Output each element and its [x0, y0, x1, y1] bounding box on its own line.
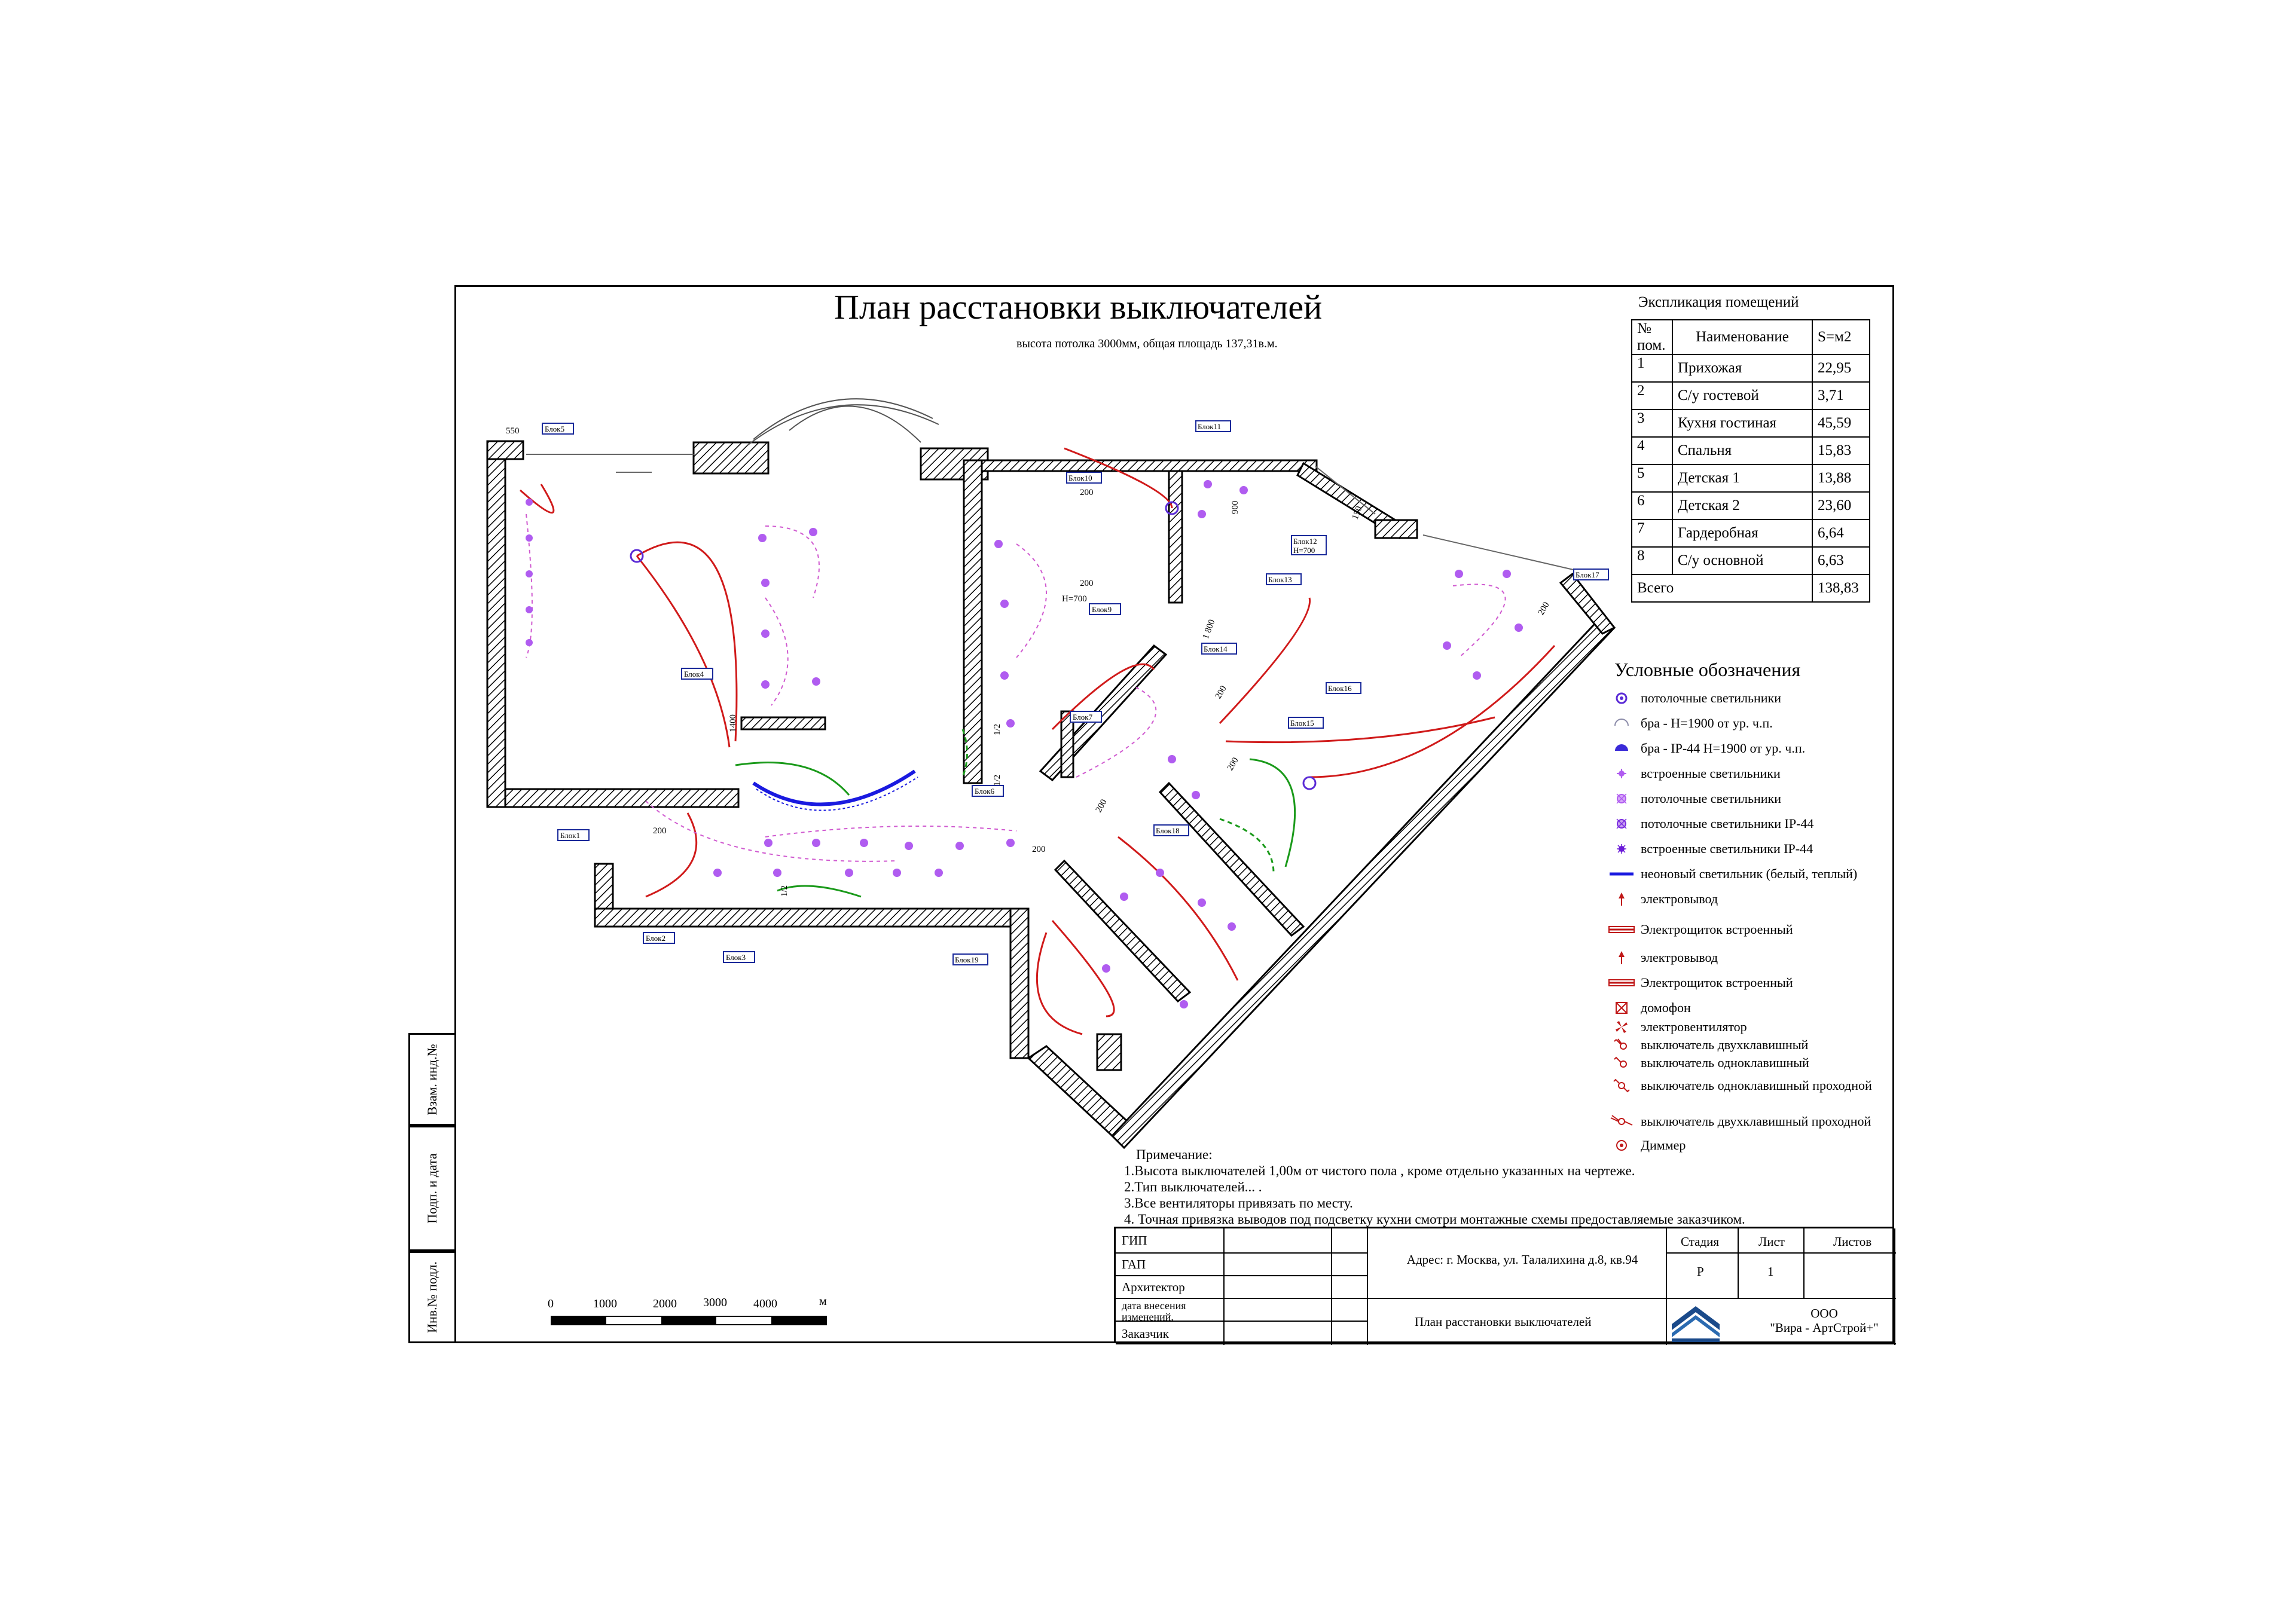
sheet-title: План расстановки выключателей: [1415, 1315, 1592, 1329]
cell-name: Спальня: [1672, 437, 1812, 464]
table-row: [1632, 382, 1870, 409]
ceiling-light-ip44-icon: [1608, 813, 1635, 835]
notes-title: Примечание:: [1136, 1147, 1213, 1162]
light-point: [713, 869, 722, 877]
legend-item: [1608, 686, 1781, 710]
light-point: [994, 540, 1003, 548]
legend-item: [1608, 1109, 1871, 1133]
wall-inner-diagonal: [1160, 783, 1303, 936]
pass-switch-icon: [1608, 1075, 1635, 1096]
wiring-green: [735, 729, 1295, 897]
svg-text:200: 200: [1032, 845, 1046, 854]
page-title: План расстановки выключателей: [834, 288, 1323, 326]
light-point: [1120, 893, 1128, 901]
cell-name: Детская 1: [1672, 464, 1812, 492]
wall-node: [1375, 520, 1417, 538]
block-label: Блок2: [646, 934, 666, 943]
legend-item: [1608, 1051, 1809, 1075]
cell-name: Прихожая: [1672, 354, 1812, 382]
scale-tick: 3000: [703, 1296, 727, 1309]
wall-ne-corner: [1561, 574, 1614, 634]
light-point: [893, 869, 901, 877]
legend-label: электровывод: [1641, 891, 1718, 906]
cell-area: 6,63: [1812, 547, 1870, 574]
light-point: [526, 499, 533, 506]
light-point: [812, 677, 820, 686]
svg-text:200: 200: [1225, 756, 1241, 772]
sheet-value: 1: [1767, 1264, 1774, 1279]
legend-item: [1608, 711, 1773, 735]
light-point: [812, 839, 820, 847]
light-point: [526, 606, 533, 613]
light-point: [761, 579, 770, 587]
block-label: Блок3: [726, 953, 746, 962]
table-row: [1632, 547, 1870, 574]
legend-label: выключатель одноклавишный: [1641, 1055, 1809, 1070]
legend-label: домофон: [1641, 1000, 1691, 1015]
legend-label: бра - Н=1900 от ур. ч.п.: [1641, 716, 1773, 730]
recessed-light-icon: [1608, 763, 1635, 784]
panel-block: [1097, 1034, 1121, 1070]
cell-area: 45,59: [1812, 409, 1870, 437]
block-label: Блок18: [1156, 826, 1180, 835]
svg-text:H=700: H=700: [1062, 594, 1087, 604]
svg-text:200: 200: [1536, 600, 1552, 617]
light-point: [1198, 898, 1206, 907]
ceiling-light-alt-icon: [1608, 788, 1635, 809]
legend-item: [1608, 918, 1793, 942]
col-num: № пом.: [1632, 320, 1672, 354]
block-label: Блок17: [1576, 570, 1599, 579]
cell-total-label: Всего: [1632, 574, 1812, 602]
cell-name: Кухня гостиная: [1672, 409, 1812, 437]
block-label: Блок13: [1268, 575, 1292, 584]
light-point: [1180, 1000, 1188, 1008]
page-subtitle: высота потолка 3000мм, общая площадь 137,31в.м.: [1016, 337, 1278, 350]
electrical-outlet-icon: [1608, 947, 1635, 968]
legend-item: [1608, 1074, 1872, 1098]
cell-num: 6: [1632, 492, 1672, 519]
legend-item: [1608, 762, 1781, 785]
block-label: Блок5: [545, 424, 565, 433]
legend-title: Условные обозначения: [1614, 659, 1801, 680]
explication-title: Экспликация помещений: [1638, 294, 1799, 310]
svg-text:1 800: 1 800: [1201, 618, 1217, 641]
wall-mid: [964, 460, 982, 783]
scale-tick: 0: [548, 1297, 554, 1310]
block-label: Блок6: [975, 787, 995, 796]
block-label: Блок14: [1204, 644, 1228, 653]
legend-item: [1608, 862, 1857, 886]
electrical-panel-icon: [1608, 919, 1635, 940]
single-switch-icon: [1608, 1052, 1635, 1074]
address: Адрес: г. Москва, ул. Талалихина д.8, кв.94: [1406, 1252, 1638, 1267]
scale-tick: 1000: [593, 1297, 617, 1310]
legend-label: бра - IP-44 Н=1900 от ур. ч.п.: [1641, 741, 1806, 756]
light-point: [809, 528, 817, 536]
light-point: [1204, 480, 1212, 488]
block-label: Блок11: [1198, 422, 1222, 431]
light-point: [1515, 623, 1523, 632]
legend-label: Диммер: [1641, 1138, 1686, 1153]
cell-num: 3: [1632, 409, 1672, 437]
cell-num: 2: [1632, 382, 1672, 409]
role-changes: дата внесения изменений.: [1122, 1300, 1186, 1323]
table-header-row: [1632, 320, 1870, 354]
sheets-label: Листов: [1833, 1234, 1872, 1249]
light-point: [761, 629, 770, 638]
table-row: [1632, 519, 1870, 547]
scale-tick: 4000: [753, 1297, 777, 1310]
cell-area: 22,95: [1812, 354, 1870, 382]
svg-text:1/2: 1/2: [780, 885, 789, 897]
svg-text:1/2: 1/2: [993, 774, 1002, 786]
svg-text:200: 200: [1094, 797, 1109, 814]
cell-name: Детская 2: [1672, 492, 1812, 519]
light-point: [845, 869, 853, 877]
cell-num: 8: [1632, 547, 1672, 574]
light-point: [758, 534, 767, 542]
wall-inner-diagonal-2: [1055, 861, 1190, 1001]
light-point: [773, 869, 781, 877]
company-logo: [1669, 1300, 1723, 1343]
cell-name: С/у гостевой: [1672, 382, 1812, 409]
block-label: Блок9: [1092, 605, 1112, 614]
wall-diagonal-inner: [1040, 646, 1166, 780]
table-row: [1632, 354, 1870, 382]
light-point: [526, 534, 533, 542]
ceiling-light-icon: [1608, 687, 1635, 709]
table-row: [1632, 492, 1870, 519]
legend-label: выключатель двухклавишный: [1641, 1037, 1809, 1052]
legend-label: электровывод: [1641, 950, 1718, 965]
company-line2: "Вира - АртСтрой+": [1770, 1321, 1879, 1335]
svg-text:200: 200: [1080, 579, 1094, 588]
light-point: [526, 570, 533, 577]
wall-top-left: [487, 441, 523, 459]
light-point: [1443, 641, 1451, 650]
block-label: Блок12: [1293, 537, 1317, 546]
bay-window: [747, 399, 939, 445]
legend-label: потолочные светильники: [1641, 791, 1782, 806]
note-line: 1.Высота выключателей 1,00м от чистого пола , кроме отдельно указанных на чертеже.: [1124, 1163, 1635, 1178]
company-line1: ООО: [1810, 1306, 1838, 1321]
light-point: [1000, 600, 1009, 608]
electrical-panel-icon: [1608, 972, 1635, 994]
light-point: [1503, 570, 1511, 578]
light-point: [764, 839, 773, 847]
legend-item: [1608, 837, 1813, 861]
legend-item: [1608, 887, 1718, 911]
legend-label: выключатель двухклавишный проходной: [1641, 1114, 1871, 1129]
cell-area: 6,64: [1812, 519, 1870, 547]
stage-label: Стадия: [1681, 1234, 1720, 1249]
light-point: [526, 639, 533, 646]
legend-label: встроенные светильники IP-44: [1641, 841, 1813, 856]
wall-corridor-left: [1010, 909, 1028, 1058]
title-block: [1114, 1227, 1894, 1343]
legend-label: Электрощиток встроенный: [1641, 975, 1793, 990]
cell-total-area: 138,83: [1812, 574, 1870, 602]
neon-arc: [753, 771, 915, 805]
side-label: Инв.№ подл.: [425, 1261, 439, 1333]
light-point: [1198, 510, 1206, 518]
light-point: [1006, 719, 1015, 728]
side-label: Подп. и дата: [425, 1153, 439, 1224]
recessed-light-ip44-icon: [1608, 838, 1635, 860]
side-label: Взам. инд.№: [425, 1043, 439, 1115]
scale-tick: 2000: [653, 1297, 677, 1310]
cell-num: 4: [1632, 437, 1672, 464]
svg-text:150: 150: [1350, 505, 1364, 521]
light-point: [905, 842, 913, 850]
block-label: Блок7: [1073, 713, 1093, 722]
bay-wall-left: [694, 442, 768, 473]
svg-text:200: 200: [1213, 684, 1229, 701]
legend-label: потолочные светильники IP-44: [1641, 816, 1814, 831]
light-point: [1000, 671, 1009, 680]
wall-lower: [595, 909, 1019, 927]
cell-area: 23,60: [1812, 492, 1870, 519]
table-row: [1632, 409, 1870, 437]
role-architect: Архитектор: [1122, 1280, 1185, 1294]
wall-diagonal-long: [1112, 616, 1614, 1148]
role-gap: ГАП: [1122, 1257, 1146, 1271]
table-row: [1632, 464, 1870, 492]
svg-text:900: 900: [1231, 500, 1240, 514]
cell-name: С/у основной: [1672, 547, 1812, 574]
sheet-label: Лист: [1758, 1234, 1785, 1249]
cell-num: 7: [1632, 519, 1672, 547]
legend-label: потолочные светильники: [1641, 690, 1782, 705]
legend-item: [1608, 736, 1805, 760]
legend-label: встроенные светильники: [1641, 766, 1781, 781]
block-label: Блок19: [955, 955, 979, 964]
cell-area: 3,71: [1812, 382, 1870, 409]
light-point: [1239, 486, 1248, 494]
light-point: [1192, 791, 1200, 799]
legend-label: неоновый светильник (белый, теплый): [1641, 866, 1858, 881]
role-client: Заказчик: [1122, 1326, 1169, 1341]
block-label: Блок10: [1068, 473, 1092, 482]
legend-label: электровентилятор: [1641, 1019, 1747, 1034]
light-point: [1006, 839, 1015, 847]
legend-item: [1608, 971, 1793, 995]
role-gip: ГИП: [1122, 1233, 1147, 1248]
cell-name: Гардеробная: [1672, 519, 1812, 547]
double-pass-switch-icon: [1608, 1111, 1635, 1132]
col-name: Наименование: [1672, 320, 1812, 354]
svg-text:1400: 1400: [728, 714, 738, 732]
block-label: Блок15: [1290, 719, 1314, 728]
cell-area: 13,88: [1812, 464, 1870, 492]
light-point: [955, 842, 964, 850]
scale-unit: м: [819, 1295, 827, 1308]
wall-bottom-left: [505, 789, 738, 807]
light-point: [1455, 570, 1463, 578]
neon-light-icon: [1608, 863, 1635, 885]
light-point: [1473, 671, 1481, 680]
wall-bath-divider: [741, 717, 825, 729]
light-point: [1102, 964, 1110, 973]
wall-bath-left: [1169, 471, 1182, 603]
wall-left: [487, 441, 505, 807]
light-point: [1228, 922, 1236, 931]
legend-item: [1608, 946, 1718, 970]
block-label: Блок4: [684, 670, 704, 678]
cell-area: 15,83: [1812, 437, 1870, 464]
wall-sconce-ip44-icon: [1608, 738, 1635, 759]
electrical-outlet-icon: [1608, 888, 1635, 910]
svg-text:200: 200: [1080, 488, 1094, 497]
wall-sconce-icon: [1608, 713, 1635, 734]
block-label: Блок16: [1328, 684, 1352, 693]
svg-text:550: 550: [506, 426, 520, 436]
stage-value: Р: [1697, 1264, 1704, 1279]
legend-item: [1608, 787, 1781, 811]
legend-item: [1608, 812, 1813, 836]
block-label: Н=700: [1293, 546, 1315, 555]
light-point: [860, 839, 868, 847]
light-point: [1168, 755, 1176, 763]
svg-text:1/2: 1/2: [993, 723, 1002, 735]
table-row: [1632, 437, 1870, 464]
block-label: Блок1: [560, 831, 581, 840]
table-total-row: [1632, 574, 1870, 602]
explication-table: [1631, 319, 1870, 603]
dimensions: [506, 426, 1552, 897]
cell-num: 5: [1632, 464, 1672, 492]
note-line: 2.Тип выключателей... .: [1124, 1179, 1262, 1194]
light-point: [935, 869, 943, 877]
light-point: [761, 680, 770, 689]
light-point: [1156, 869, 1164, 877]
legend-label: выключатель одноклавишный проходной: [1641, 1078, 1872, 1093]
cell-num: 1: [1632, 354, 1672, 382]
legend-label: Электрощиток встроенный: [1641, 922, 1793, 937]
wall-top-right: [982, 460, 1317, 471]
col-area: S=м2: [1812, 320, 1870, 354]
note-line: 4. Точная привязка выводов под подсветку кухни смотри монтажные схемы предоставляемые заказчиком.: [1124, 1212, 1745, 1227]
note-line: 3.Все вентиляторы привязать по месту.: [1124, 1196, 1353, 1211]
svg-text:200: 200: [653, 826, 667, 836]
notes: [1124, 1147, 1745, 1227]
